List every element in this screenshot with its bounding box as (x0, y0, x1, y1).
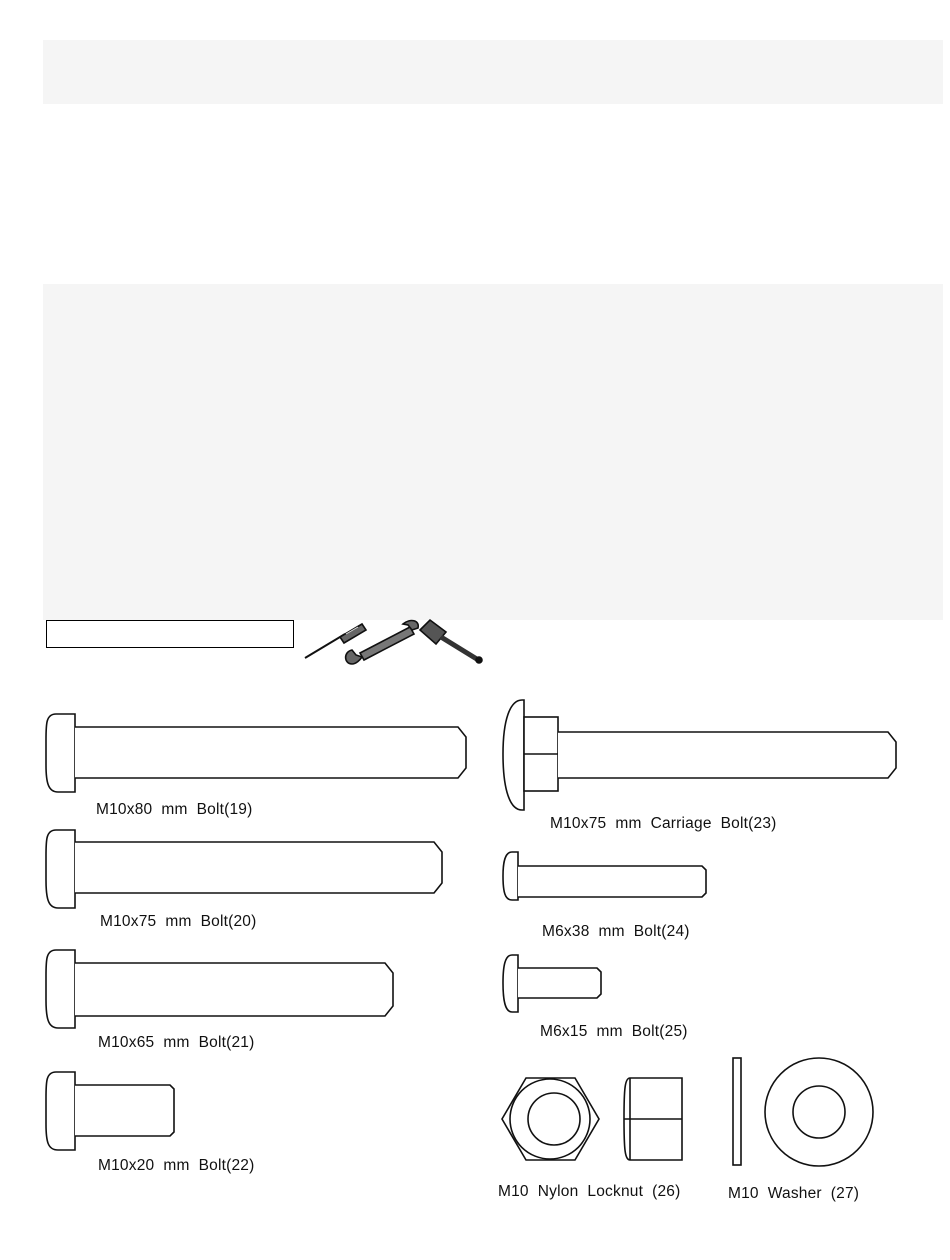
part-26-locknut-front-drawing (502, 1078, 599, 1160)
part-19-bolt-drawing (46, 714, 466, 792)
screwdriver-icon (305, 624, 366, 658)
hammer-icon (420, 620, 482, 663)
part-24-bolt-drawing (503, 852, 706, 900)
part-26-locknut-side-drawing (624, 1078, 682, 1160)
part-22-bolt-drawing (46, 1072, 174, 1150)
part-27-washer-side-drawing (733, 1058, 741, 1165)
part-23-carriage-bolt-drawing (503, 700, 896, 810)
part-19-label: M10x80 mm Bolt(19) (96, 801, 253, 818)
part-21-bolt-drawing (46, 950, 393, 1028)
part-26-label: M10 Nylon Locknut (26) (498, 1183, 681, 1200)
part-20-bolt-drawing (46, 830, 442, 908)
part-25-label: M6x15 mm Bolt(25) (540, 1023, 688, 1040)
part-22-label: M10x20 mm Bolt(22) (98, 1157, 255, 1174)
part-27-label: M10 Washer (27) (728, 1185, 860, 1202)
part-24-label: M6x38 mm Bolt(24) (542, 923, 690, 940)
part-25-bolt-drawing (503, 955, 601, 1012)
part-23-label: M10x75 mm Carriage Bolt(23) (550, 815, 777, 832)
part-27-washer-front-drawing (765, 1058, 873, 1166)
part-21-label: M10x65 mm Bolt(21) (98, 1034, 255, 1051)
part-20-label: M10x75 mm Bolt(20) (100, 913, 257, 930)
